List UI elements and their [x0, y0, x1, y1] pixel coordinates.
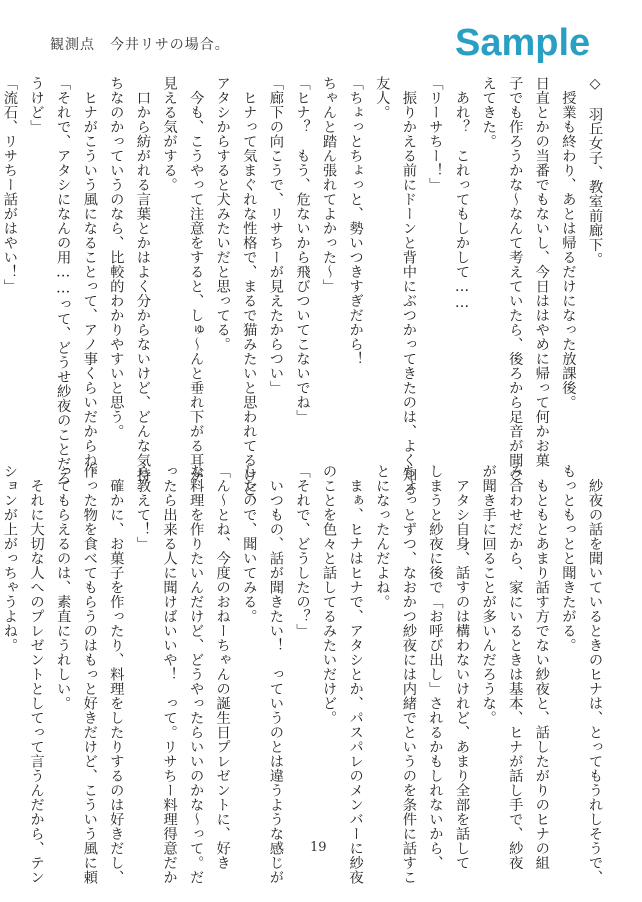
text-column: のことを色々と話してるみたいだけど。: [321, 464, 338, 725]
text-column: ちなのかっていうのなら、比較的わかりやすいと思う。: [108, 76, 125, 439]
text-column: 確かに、お菓子を作ったり、料理をしたりするのは好きだし、: [108, 464, 125, 885]
text-column: 「ヒナ？ もう、危ないから飛びついてこないでね」: [294, 76, 311, 424]
text-column: しまうと紗夜に後で「お呼び出し」されるかもしれないから、: [427, 464, 444, 870]
text-column: 作った物を食べてもらうのはもっと好きだけど、こういう風に頼: [81, 464, 98, 885]
text-column: ションが上がっちゃうよね。: [1, 464, 18, 653]
text-column: もともとあまり話す方でない紗夜と、話したがりのヒナの組: [533, 464, 550, 870]
text-column: したので、聞いてみる。: [241, 464, 258, 624]
text-column: な料理を作りたいんだけど、どうやったらいいのかな〜って。だ: [188, 464, 205, 885]
text-column: 「それで、どうしたの？」: [294, 464, 311, 638]
text-column: み合わせだから、家にいるときは基本、ヒナが話し手で、紗夜: [507, 464, 524, 870]
text-column: それに大切な人へのプレゼントとしてって言うんだから、テン: [28, 464, 45, 885]
text-column: いつもの、話が聞きたい！ っていうのとは違うような感じが: [267, 464, 284, 885]
text-column: 「ん〜とね、今度のおねーちゃんの誕生日プレゼントに、好き: [214, 464, 231, 870]
text-column: えてきた。: [480, 76, 497, 149]
text-column: ったら出来る人に聞けばいいや！ って。リサちー料理得意だか: [161, 464, 178, 885]
text-column: アタシ自身、話すのは構わないけれど、あまり全部を話して: [454, 464, 471, 870]
text-column: とになったんだよね。: [374, 464, 391, 609]
text-column: 見える気がする。: [161, 76, 178, 192]
text-column: 「それで、アタシになんの用……って、どうせ紗夜のことだろ: [55, 76, 72, 486]
text-column: ヒナがこういう風になることって、アノ事くらいだからね。: [81, 76, 98, 482]
text-column: 授業も終わり、あとは帰るだけになった放課後。: [560, 76, 577, 410]
sample-watermark: Sample: [455, 22, 591, 64]
text-column: 「ちょっとちょっと、勢いつきすぎだから！: [347, 76, 364, 366]
text-column: ヒナって気まぐれな性格で、まるで猫みたいと思われてるけど、: [241, 76, 258, 511]
text-column: アタシからすると犬みたいだと思ってる。: [214, 76, 231, 352]
text-column: ちゃんと踏ん張れてよかった〜」: [321, 76, 338, 294]
text-column: ってもらえるのは、素直にうれしい。: [55, 464, 72, 711]
text-column: ら教えて！」: [134, 464, 151, 551]
text-column: 友人。: [374, 76, 391, 120]
text-column: 子でも作ろうかな〜なんて考えていたら、後ろから足音が聞こ: [507, 76, 524, 482]
text-column: 今も、こうやって注意をすると、しゅ〜んと垂れ下がる耳が: [188, 76, 205, 482]
text-column: ◇ 羽丘女子、教室前廊下。: [587, 76, 603, 267]
page-number: 19: [310, 840, 327, 855]
text-column: もっともっとと聞きたがる。: [560, 464, 577, 653]
text-column: が聞き手に回ることが多いんだろうな。: [480, 464, 497, 725]
text-column: まぁ、ヒナはヒナで、アタシとか、パスパレのメンバーに紗夜: [347, 464, 364, 885]
text-column: 紗夜の話を聞いているときのヒナは、とってもうれしそうで、: [587, 464, 603, 885]
text-column: うけど」: [28, 76, 45, 134]
text-column: ちょっとずつ、なおかつ紗夜には内緒でというのを条件に話すこ: [400, 464, 417, 885]
chapter-header: 観測点 今井リサの場合。: [50, 37, 230, 53]
text-column: 日直とかの当番でもないし、今日ははやめに帰って何かお菓: [533, 76, 550, 468]
text-column: あれ？ これってもしかして……: [454, 76, 471, 312]
text-column: 「リーサちー！」: [427, 76, 444, 192]
text-column: 「流石、リサちー話がはやい！」: [1, 76, 18, 294]
text-column: 振りかえる前にドーンと背中にぶつかってきたのは、よく知る: [400, 76, 417, 497]
text-column: 口から紡がれる言葉とかはよく分からないけど、どんな気持: [134, 76, 151, 482]
text-column: 「廊下の向こうで、リサちーが見えたからつい」: [267, 76, 284, 395]
